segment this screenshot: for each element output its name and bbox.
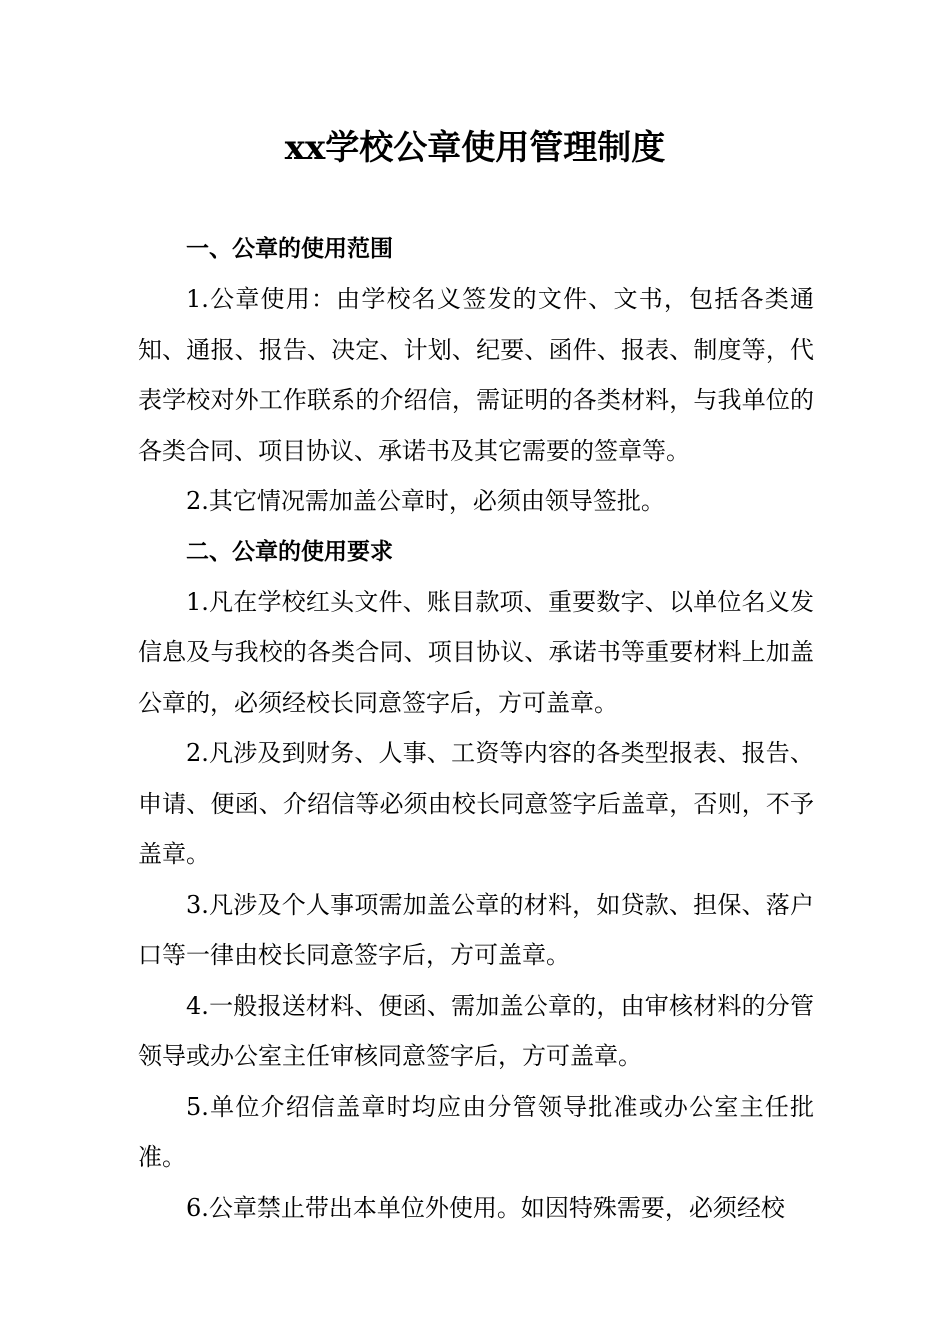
document-title: xx学校公章使用管理制度 [284,128,666,168]
section-usage-requirements [138,527,814,1234]
document-body [138,224,814,1233]
paragraph: 4.一般报送材料、便函、需加盖公章的，由审核材料的分管领导或办公室主任审核同意签字后，方可盖章。 [138,991,814,1070]
paragraph: 1.公章使用：由学校名义签发的文件、文书，包括各类通知、通报、报告、决定、计划、纪要、函件、报表、制度等，代表学校对外工作联系的介绍信，需证明的各类材料，与我单位的各类合同、项目协议、承诺书及其它需要的签章等。 [138,285,814,465]
section-heading: 二、公章的使用要求 [186,538,393,565]
paragraph: 1.凡在学校红头文件、账目款项、重要数字、以单位名义发信息及与我校的各类合同、项目协议、承诺书等重要材料上加盖公章的，必须经校长同意签字后，方可盖章。 [138,587,814,717]
paragraph: 5.单位介绍信盖章时均应由分管领导批准或办公室主任批准。 [138,1092,814,1171]
paragraph: 2.凡涉及到财务、人事、工资等内容的各类型报表、报告、申请、便函、介绍信等必须由校长同意签字后盖章，否则，不予盖章。 [138,739,814,868]
section-heading: 一、公章的使用范围 [186,236,393,262]
section-usage-scope [138,224,814,527]
paragraph: 6.公章禁止带出本单位外使用。如因特殊需要，必须经校 [186,1193,785,1222]
paragraph: 3.凡涉及个人事项需加盖公章的材料，如贷款、担保、落户口等一律由校长同意签字后，方可盖章。 [138,890,814,969]
paragraph: 2.其它情况需加盖公章时，必须由领导签批。 [186,487,665,515]
